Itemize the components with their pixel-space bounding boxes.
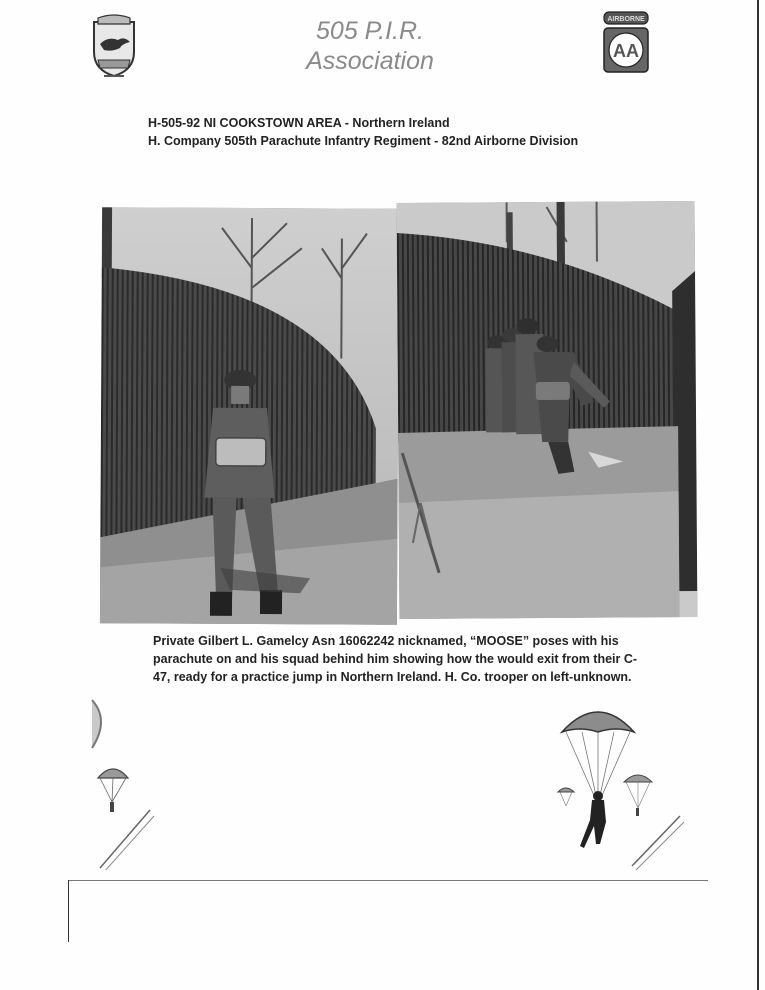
title-line-1: 505 P.I.R. [316,17,424,45]
scan-right-edge [757,0,759,990]
association-title [270,16,470,76]
title-line-2: Association [306,47,434,75]
patch-letters: AA [613,41,639,61]
heading-line-1: H-505-92 NI COOKSTOWN AREA - Northern Ireland [148,116,450,130]
heading-line-2: H. Company 505th Parachute Infantry Regiment - 82nd Airborne Division [148,134,579,148]
document-heading [148,114,668,150]
regiment-crest-icon [90,14,138,80]
paratrooper-descending-drawing-icon [552,696,692,872]
scan-border-corner [68,880,69,942]
squad-exit-practice-photo [397,201,698,619]
patch-tab-text: AIRBORNE [607,16,645,23]
airborne-aa-patch-icon [600,10,652,76]
photo-caption: Private Gilbert L. Gamelcy Asn 16062242 nicknamed, “MOOSE” poses with his parachute on and his squad behind him showing how the would exit from their C-47, ready for a practice jump in Northern Ireland. H. Co. trooper on left-unknown. [153,634,638,684]
soldier-with-parachute-photo [100,207,399,625]
parachute-drawing-icon [88,690,158,870]
scan-border-horizontal [68,880,708,881]
